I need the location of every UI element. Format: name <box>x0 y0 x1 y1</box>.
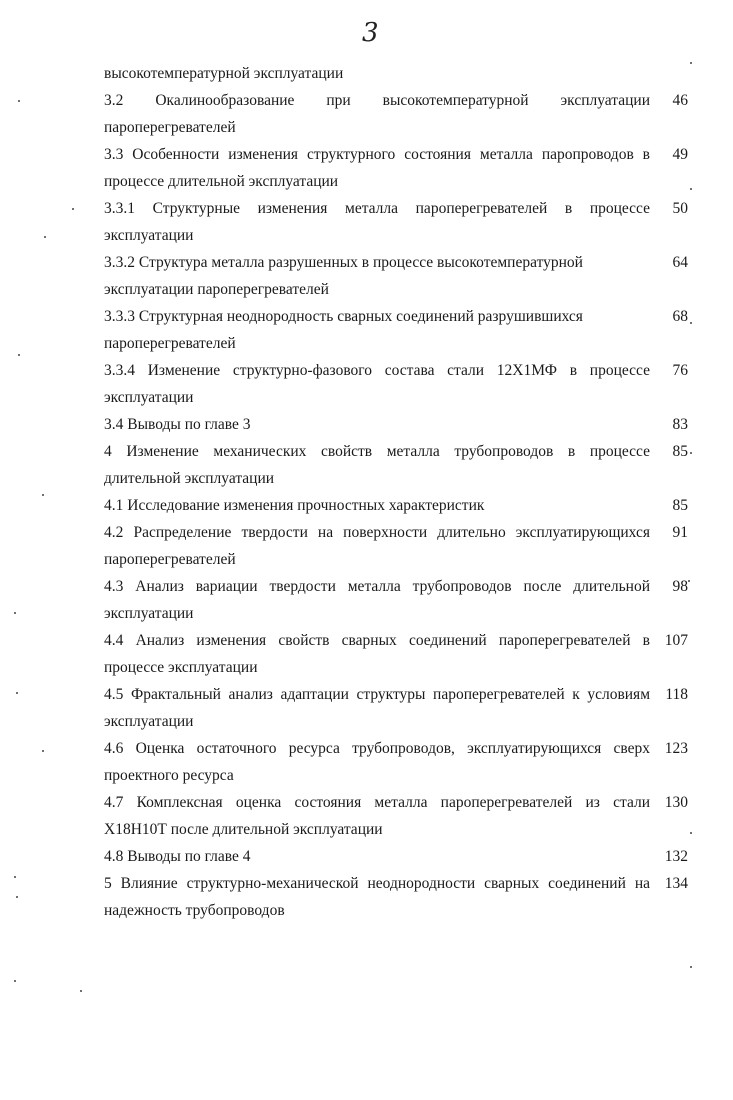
toc-entry-page: 85 <box>672 443 688 460</box>
toc-entry-page: 64 <box>672 254 688 271</box>
toc-entry-page: 123 <box>664 740 688 757</box>
toc-entry <box>104 249 688 303</box>
toc-entry <box>104 519 688 573</box>
toc-entry-title: 4 Изменение механических свойств металла трубопроводов в процессе длительной эксплуатации <box>104 443 650 487</box>
toc-entry <box>104 141 688 195</box>
toc-entry <box>104 627 688 681</box>
toc-entry-title: 3.4 Выводы по главе 3 <box>104 416 251 433</box>
toc-entry-page: 134 <box>664 875 688 892</box>
toc-entry-title: 3.2 Окалинообразование при высокотемпературной эксплуатации пароперегревателей <box>104 92 650 136</box>
toc-entry-title: 3.3.3 Структурная неоднородность сварных соединений разрушившихся пароперегревателей <box>104 308 583 352</box>
scan-speck <box>688 580 690 582</box>
scan-speck <box>72 208 74 210</box>
toc-entry-title: 4.3 Анализ вариации твердости металла трубопроводов после длительной эксплуатации <box>104 578 650 622</box>
toc-entry-title: 5 Влияние структурно-механической неоднородности сварных соединений на надежность трубопроводов <box>104 875 650 919</box>
toc-entry <box>104 60 688 87</box>
page-number: 3 <box>362 18 379 48</box>
scan-speck <box>80 990 82 992</box>
toc-entry-page: 46 <box>672 92 688 109</box>
toc-entry-title: 3.3.4 Изменение структурно-фазового состава стали 12Х1МФ в процессе эксплуатации <box>104 362 650 406</box>
scan-speck <box>690 322 692 324</box>
toc-entry <box>104 492 688 519</box>
toc-entry <box>104 870 688 924</box>
toc-entry-title: 4.2 Распределение твердости на поверхности длительно эксплуатирующихся пароперегревателей <box>104 524 650 568</box>
scan-speck <box>18 354 20 356</box>
scan-speck <box>42 750 44 752</box>
toc-entry-page: 68 <box>672 308 688 325</box>
toc-entry <box>104 843 688 870</box>
toc-entry-page: 118 <box>665 686 688 703</box>
scan-speck <box>690 62 692 64</box>
scan-speck <box>14 612 16 614</box>
toc-entry <box>104 438 688 492</box>
scan-speck <box>14 980 16 982</box>
scan-speck <box>18 100 20 102</box>
toc-entry-title: 4.4 Анализ изменения свойств сварных соединений пароперегревателей в процессе эксплуатации <box>104 632 650 676</box>
toc-entry <box>104 87 688 141</box>
toc-entry-page: 107 <box>664 632 688 649</box>
table-of-contents <box>104 60 688 924</box>
toc-entry-page: 130 <box>664 794 688 811</box>
toc-entry-title: 3.3.1 Структурные изменения металла пароперегревателей в процессе эксплуатации <box>104 200 650 244</box>
toc-entry-page: 85 <box>672 497 688 514</box>
toc-entry <box>104 411 688 438</box>
toc-entry-page: 98 <box>672 578 688 595</box>
toc-entry <box>104 735 688 789</box>
scan-speck <box>690 452 692 454</box>
toc-entry-title: высокотемпературной эксплуатации <box>104 65 344 82</box>
toc-entry <box>104 789 688 843</box>
toc-entry-page: 132 <box>664 848 688 865</box>
toc-entry-page: 91 <box>672 524 688 541</box>
scan-speck <box>44 236 46 238</box>
toc-entry-title: 4.5 Фрактальный анализ адаптации структуры пароперегревателей к условиям эксплуатации <box>104 686 650 730</box>
scan-speck <box>690 966 692 968</box>
scan-speck <box>42 494 44 496</box>
toc-entry <box>104 681 688 735</box>
scan-speck <box>690 832 692 834</box>
scan-speck <box>14 876 16 878</box>
toc-entry-page: 50 <box>672 200 688 217</box>
toc-entry-page: 76 <box>672 362 688 379</box>
toc-entry <box>104 303 688 357</box>
scan-speck <box>690 188 692 190</box>
toc-entry <box>104 357 688 411</box>
toc-entry-title: 3.3.2 Структура металла разрушенных в процессе высокотемпературной эксплуатации пароперегревателей <box>104 254 583 298</box>
toc-entry <box>104 195 688 249</box>
scan-speck <box>16 692 18 694</box>
toc-entry-title: 4.7 Комплексная оценка состояния металла пароперегревателей из стали Х18Н10Т после длительной эксплуатации <box>104 794 650 838</box>
toc-entry-title: 4.1 Исследование изменения прочностных характеристик <box>104 497 485 514</box>
toc-entry <box>104 573 688 627</box>
toc-entry-page: 49 <box>672 146 688 163</box>
scan-speck <box>16 896 18 898</box>
toc-entry-page: 83 <box>672 416 688 433</box>
toc-entry-title: 3.3 Особенности изменения структурного состояния металла паропроводов в процессе длительной эксплуатации <box>104 146 650 190</box>
toc-entry-title: 4.8 Выводы по главе 4 <box>104 848 251 865</box>
toc-entry-title: 4.6 Оценка остаточного ресурса трубопроводов, эксплуатирующихся сверх проектного ресурса <box>104 740 650 784</box>
